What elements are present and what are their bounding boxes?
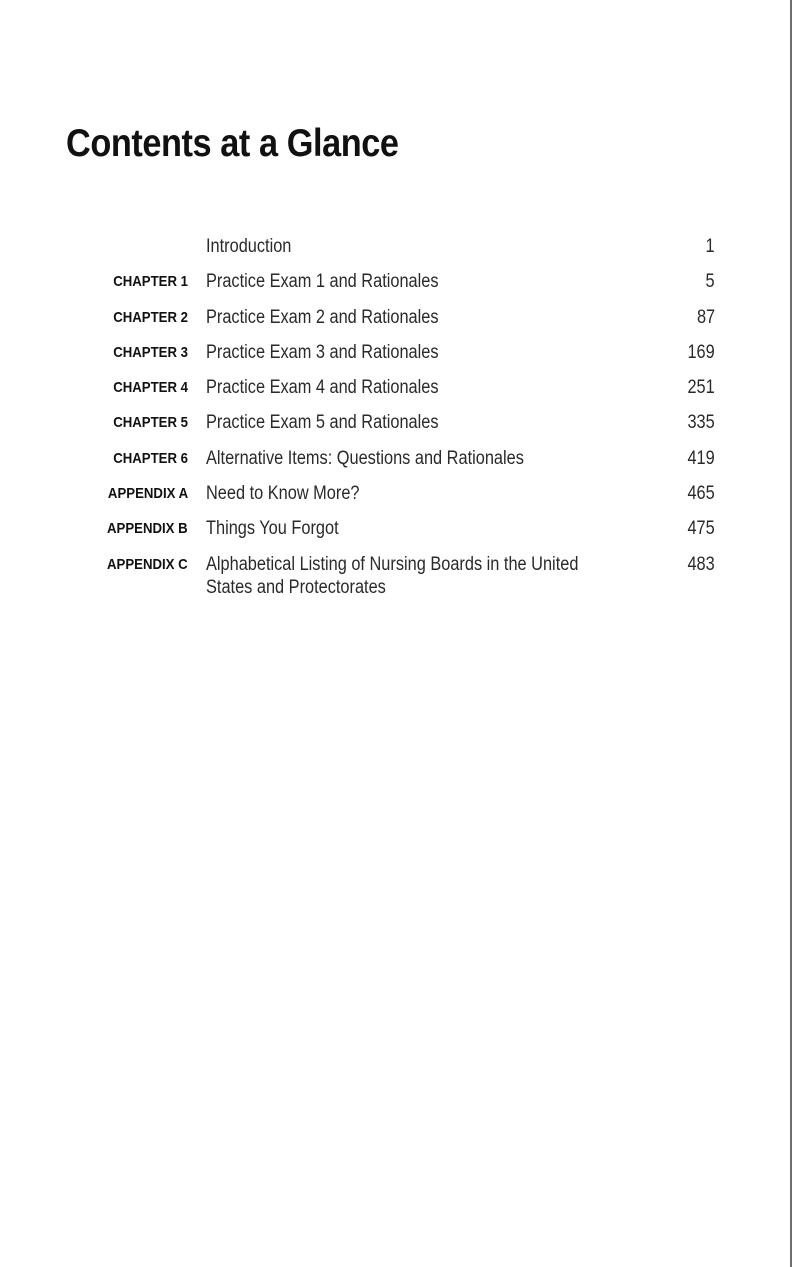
toc-entry-label: CHAPTER 4 [113,379,188,397]
toc-entry-title: Practice Exam 3 and Rationales [206,341,439,363]
toc-entry-label: CHAPTER 5 [113,414,188,432]
toc-entry-title: Things You Forgot [206,518,339,540]
toc-entry-page: 5 [705,271,715,293]
toc-entry-introduction[interactable] [0,235,794,270]
toc-entry-page: 419 [687,447,715,469]
toc-entry-chapter-1[interactable] [0,270,794,305]
toc-entry-label: APPENDIX B [107,520,188,538]
page-title: Contents at a Glance [66,122,399,165]
toc-entry-label: CHAPTER 1 [113,273,188,291]
toc-entry-page: 475 [687,518,715,540]
toc-entry-appendix-b[interactable] [0,517,794,552]
toc-entry-appendix-a[interactable] [0,482,794,517]
toc-entry-label: CHAPTER 6 [113,449,188,467]
toc-entry-chapter-6[interactable] [0,447,794,482]
toc-entry-chapter-4[interactable] [0,376,794,411]
toc-entry-title: Introduction [206,236,292,257]
toc-entry-page: 335 [687,412,715,434]
toc-entry-chapter-3[interactable] [0,341,794,376]
toc-entry-page: 465 [687,483,715,505]
page-edge-border [790,0,792,1267]
toc-entry-title: Practice Exam 1 and Rationales [206,271,439,293]
toc-entry-chapter-5[interactable] [0,411,794,446]
toc-entry-page: 87 [696,306,715,328]
toc-entry-label: CHAPTER 3 [113,343,188,361]
table-of-contents [0,235,794,603]
toc-entry-page: 169 [687,341,715,363]
toc-entry-title: Alphabetical Listing of Nursing Boards in the United States and Protectorates [206,553,579,598]
toc-entry-label: APPENDIX C [107,555,188,573]
toc-entry-title: Practice Exam 2 and Rationales [206,306,439,328]
toc-entry-appendix-c[interactable] [0,553,794,603]
toc-entry-page: 1 [705,236,715,257]
toc-entry-title: Practice Exam 4 and Rationales [206,377,439,399]
toc-entry-title: Need to Know More? [206,483,360,505]
toc-entry-title: Alternative Items: Questions and Rationales [206,447,524,469]
toc-entry-page: 251 [687,377,715,399]
toc-entry-title: Practice Exam 5 and Rationales [206,412,439,434]
toc-entry-page: 483 [687,553,715,575]
toc-entry-label: CHAPTER 2 [113,308,188,326]
toc-entry-chapter-2[interactable] [0,306,794,341]
toc-entry-label: APPENDIX A [107,485,188,503]
